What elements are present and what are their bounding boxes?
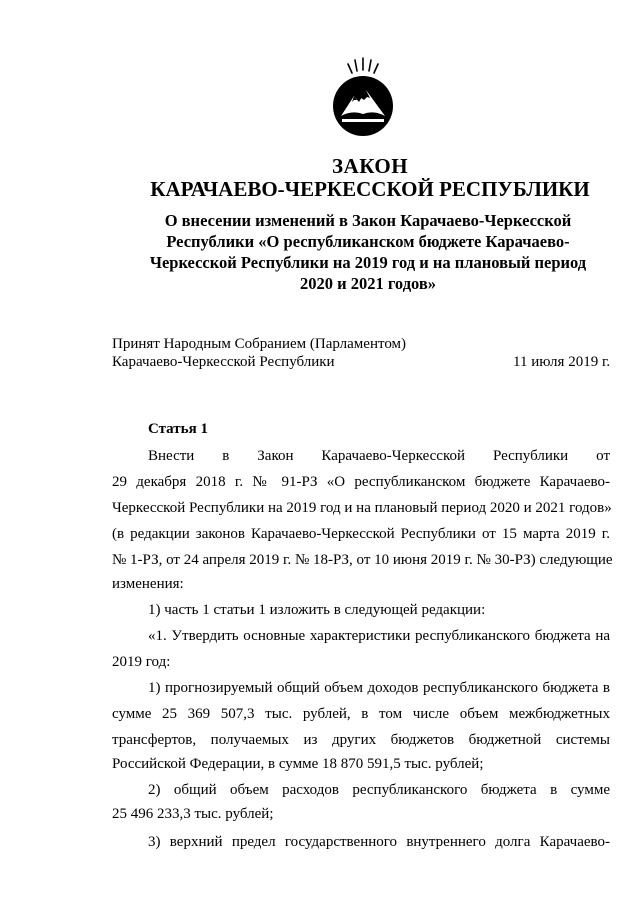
republic-title: КАРАЧАЕВО-ЧЕРКЕССКОЙ РЕСПУБЛИКИ — [150, 177, 590, 201]
body-line: Черкесской Республики на 2019 год и на плановый период 2020 и 2021 годов» — [112, 500, 612, 516]
body-line: 29 декабря 2018 г. № 91-РЗ «О республиканском бюджете Карачаево- — [112, 474, 610, 490]
subtitle-line: О внесении изменений в Закон Карачаево-Черкесской — [164, 211, 572, 230]
subtitle-line: Черкесской Республики на 2019 год и на плановый период — [149, 253, 587, 272]
body-line: сумме 25 369 507,3 тыс. рублей, в том числе объем межбюджетных — [112, 706, 610, 722]
body-line: Внести в Закон Карачаево-Черкесской Республики от — [148, 448, 610, 464]
body-line: 1) прогнозируемый общий объем доходов республиканского бюджета в — [148, 680, 610, 696]
adoption-line: Принят Народным Собранием (Парламентом) — [112, 336, 407, 352]
law-subtitle — [118, 210, 618, 294]
body-line: 2019 год: — [112, 654, 171, 670]
body-line: (в редакции законов Карачаево-Черкесской Республики от 15 марта 2019 г. — [112, 526, 610, 542]
body-line: «1. Утвердить основные характеристики республиканского бюджета на — [148, 628, 610, 644]
body-line: изменения: — [112, 576, 184, 592]
subtitle-line: 2020 и 2021 годов» — [299, 274, 437, 293]
law-title: ЗАКОН — [331, 154, 409, 178]
adoption-line: Карачаево-Черкесской Республики — [112, 354, 335, 370]
body-line: Российской Федерации, в сумме 18 870 591,5 тыс. рублей; — [112, 756, 484, 772]
subtitle-line: Республики «О республиканском бюджете Карачаево- — [166, 232, 570, 251]
body-line: № 1-РЗ, от 24 апреля 2019 г. № 18-РЗ, от 10 июня 2019 г. № 30-РЗ) следующие — [112, 552, 613, 568]
body-line: 2) общий объем расходов республиканского бюджета в сумме — [148, 782, 610, 798]
body-line: трансфертов, получаемых из других бюджетов бюджетной системы — [112, 732, 610, 748]
body-line: 3) верхний предел государственного внутреннего долга Карачаево- — [148, 834, 610, 850]
coat-of-arms-emblem — [330, 56, 396, 140]
body-line: 1) часть 1 статьи 1 изложить в следующей редакции: — [148, 602, 486, 618]
body-line: 25 496 233,3 тыс. рублей; — [112, 806, 274, 822]
adoption-date: 11 июля 2019 г. — [513, 354, 611, 370]
article-heading: Статья 1 — [148, 421, 208, 437]
